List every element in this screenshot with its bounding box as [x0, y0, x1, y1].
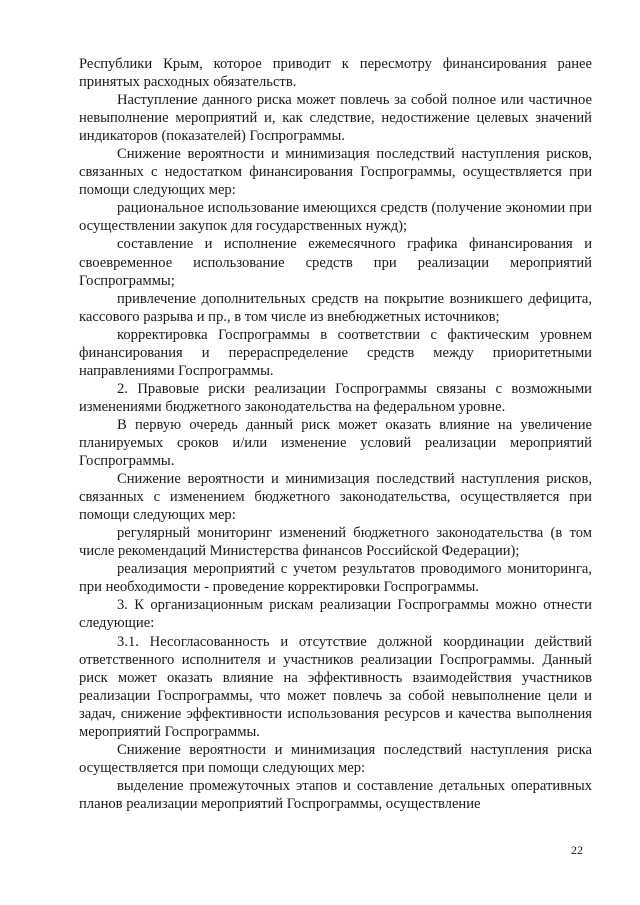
- list-item: корректировка Госпрограммы в соответствии с фактическим уровнем финансирования и перераспределение средств между приоритетными направлениями Госпрограммы.: [79, 326, 592, 379]
- list-item: выделение промежуточных этапов и составление детальных оперативных планов реализации мероприятий Госпрограммы, осуществление: [79, 777, 592, 812]
- list-item: регулярный мониторинг изменений бюджетного законодательства (в том числе рекомендаций Министерства финансов Российской Федерации);: [79, 525, 592, 560]
- paragraph: 3. К организационным рискам реализации Госпрограммы можно отнести следующие:: [79, 597, 592, 632]
- list-item: привлечение дополнительных средств на покрытие возникшего дефицита, кассового разрыва и пр., в том числе из внебюджетных источников;: [79, 290, 592, 325]
- paragraph: Снижение вероятности и минимизация последствий наступления рисков, связанных с недостатком финансирования Госпрограммы, осуществляется при помощи следующих мер:: [79, 146, 592, 199]
- page-number: 22: [571, 843, 583, 857]
- document-page: [79, 55, 592, 813]
- paragraph: 2. Правовые риски реализации Госпрограммы связаны с возможными изменениями бюджетного законодательства на федеральном уровне.: [79, 380, 592, 415]
- list-item: рациональное использование имеющихся средств (получение экономии при осуществлении закупок для государственных нужд);: [79, 200, 592, 235]
- paragraph: Снижение вероятности и минимизация последствий наступления рисков, связанных с изменением бюджетного законодательства, осуществляется при помощи следующих мер:: [79, 471, 592, 524]
- paragraph-continuation: Республики Крым, которое приводит к пересмотру финансирования ранее принятых расходных обязательств.: [79, 56, 592, 91]
- paragraph: В первую очередь данный риск может оказать влияние на увеличение планируемых сроков и/или изменение условий реализации мероприятий Госпрограммы.: [79, 416, 592, 470]
- list-item: реализация мероприятий с учетом результатов проводимого мониторинга, при необходимости - проведение корректировки Госпрограммы.: [79, 561, 592, 596]
- paragraph: 3.1. Несогласованность и отсутствие должной координации действий ответственного исполнителя и участников реализации Госпрограммы. Данный риск может оказать влияние на эффективность взаимодействия участников реализации Госпрограммы, что может повлечь за собой невыполнение цели и задач, снижение эффективности использования ресурсов и качества выполнения мероприятий Госпрограммы.: [79, 633, 592, 740]
- list-item: составление и исполнение ежемесячного графика финансирования и своевременное использование средств при реализации мероприятий Госпрограммы;: [79, 236, 592, 289]
- paragraph: Снижение вероятности и минимизация последствий наступления риска осуществляется при помощи следующих мер:: [79, 741, 592, 776]
- paragraph: Наступление данного риска может повлечь за собой полное или частичное невыполнение мероприятий и, как следствие, недостижение целевых значений индикаторов (показателей) Госпрограммы.: [79, 92, 592, 145]
